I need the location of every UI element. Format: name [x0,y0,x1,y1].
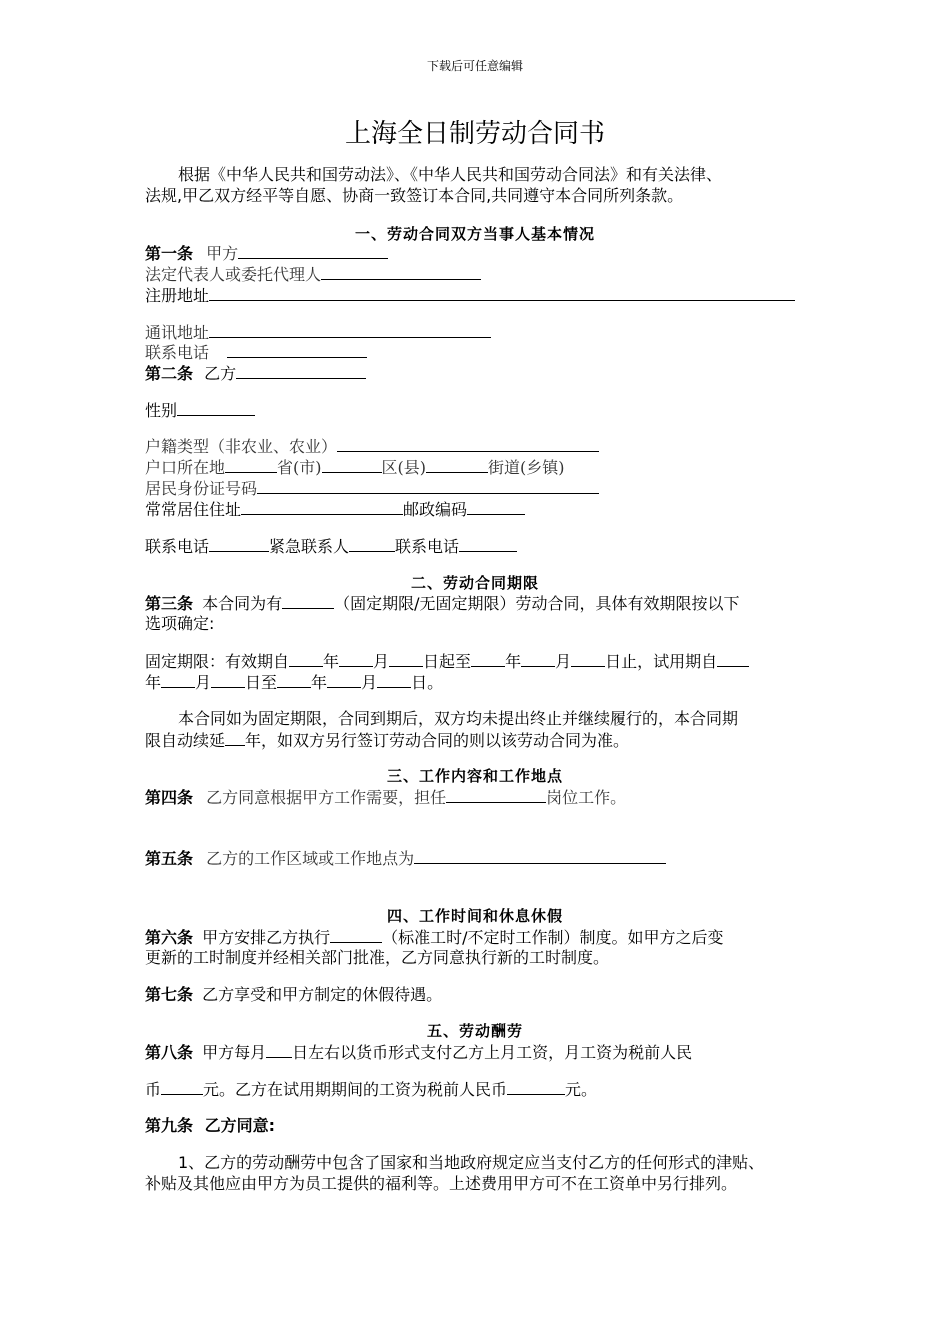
province-blank[interactable] [225,457,277,473]
from-year-blank[interactable] [289,651,323,667]
art3-line-2: 选项确定: [145,614,215,633]
intro-line-1: 根据《中华人民共和国劳动法》、《中华人民共和国劳动合同法》和有关法律、 [178,165,723,184]
fixed-label: 固定期限：有效期自 [145,652,290,671]
art2-residence [145,499,525,520]
renew-years-blank[interactable] [225,730,245,746]
art9-title: 乙方同意: [204,1116,275,1135]
art9-item1-line-1: 1、乙方的劳动酬劳中包含了国家和当地政府规定应当支付乙方的任何形式的津贴、 [178,1153,765,1172]
work-location-blank[interactable] [414,848,666,864]
m2: 月 [555,652,572,671]
to-day-blank[interactable] [571,651,605,667]
position-blank[interactable] [446,787,546,803]
art8-text2b: 元。乙方在试用期期间的工资为税前人民币 [203,1080,508,1099]
art7-text: 乙方享受和甲方制定的休假待遇。 [202,985,443,1004]
gender-blank[interactable] [177,400,255,416]
renew-text-a: 限自动续延 [145,731,226,750]
art3-label: 第三条 [145,594,194,613]
art2-gender [145,400,255,421]
party-b-blank[interactable] [236,363,366,379]
art1-legal-rep [145,264,481,285]
phone-a-blank[interactable] [227,342,367,358]
term-type-blank[interactable] [282,593,334,609]
art9-line [145,1116,275,1136]
art2-id [145,478,599,499]
m3: 月 [195,673,212,692]
id-label: 居民身份证号码 [145,479,258,498]
legal-rep-blank[interactable] [321,264,481,280]
art6-line-2: 更新的工时制度并经相关部门批准，乙方同意执行新的工时制度。 [145,948,610,967]
to-year-blank[interactable] [471,651,505,667]
y4: 年 [311,673,328,692]
art3-renew-line-1: 本合同如为固定期限，合同到期后，双方均未提出终止并继续履行的，本合同期 [178,709,739,728]
y3: 年 [145,673,162,692]
reg-addr-label: 注册地址 [145,286,210,305]
reg-addr-blank[interactable] [209,285,795,301]
pay-day-blank[interactable] [266,1042,292,1058]
art2-hukou-type [145,436,599,457]
end-label: 日。 [411,673,444,692]
postcode-label: 邮政编码 [403,500,468,519]
art5-label: 第五条 [145,849,194,868]
trial-to-day-blank[interactable] [377,672,411,688]
residence-blank[interactable] [241,499,403,515]
art1-label: 第一条 [145,244,194,263]
phone-b-blank[interactable] [209,536,269,552]
intro-line-2: 法规,甲乙双方经平等自愿、协商一致签订本合同,共同遵守本合同所列条款。 [145,186,684,205]
district-blank[interactable] [322,457,382,473]
trial-to-year-blank[interactable] [277,672,311,688]
mail-addr-label: 通讯地址 [145,323,210,342]
art9-item1-line-2: 补贴及其他应由甲方为员工提供的福利等。上述费用甲方可不在工资单中另行排列。 [145,1174,738,1193]
art7-label: 第七条 [145,985,194,1004]
hukou-loc-label: 户口所在地 [145,458,226,477]
salary-blank[interactable] [161,1079,203,1095]
party-a-label: 甲方 [206,244,239,263]
art4-text-a: 乙方同意根据甲方工作需要，担任 [206,788,447,807]
art8-line-1 [145,1042,692,1063]
art3-text-a: 本合同为有 [202,594,283,613]
street-label: 街道(乡镇) [488,458,565,477]
art4-label: 第四条 [145,788,194,807]
from-month-blank[interactable] [339,651,373,667]
mail-addr-blank[interactable] [209,322,491,338]
trial-to-month-blank[interactable] [327,672,361,688]
to-label: 日至 [245,673,278,692]
art7-line [145,985,442,1005]
art1-reg-addr [145,285,795,306]
art8-line-2 [145,1079,597,1100]
section-heading-4: 四、工作时间和休息休假 [386,907,563,925]
trial-from-day-blank[interactable] [211,672,245,688]
art8-text-a: 甲方每月 [202,1043,267,1062]
emergency-blank[interactable] [349,536,395,552]
section-heading-3: 三、工作内容和工作地点 [386,767,563,785]
art6-text-a: 甲方安排乙方执行 [202,928,331,947]
art6-line-1 [145,927,724,948]
renew-text-b: 年，如双方另行签订劳动合同的则以该劳动合同为准。 [245,731,630,750]
legal-rep-label: 法定代表人或委托代理人 [145,265,322,284]
y2: 年 [505,652,522,671]
phone-b2-blank[interactable] [459,536,517,552]
from-day-blank[interactable] [389,651,423,667]
district-label: 区(县) [381,458,427,477]
m4: 月 [361,673,378,692]
art5-text: 乙方的工作区域或工作地点为 [206,849,415,868]
party-b-label: 乙方 [204,364,237,383]
gender-label: 性别 [145,401,178,420]
art4-line [145,787,626,808]
party-a-blank[interactable] [238,243,388,259]
phone-b-label: 联系电话 [145,537,210,556]
art6-label: 第六条 [145,928,194,947]
art5-line [145,848,666,869]
m1: 月 [373,652,390,671]
art8-label: 第八条 [145,1043,194,1062]
id-blank[interactable] [257,478,599,494]
residence-label: 常常居住住址 [145,500,242,519]
page-title: 上海全日制劳动合同书 [344,119,605,149]
art2-label: 第二条 [145,364,194,383]
y1: 年 [323,652,340,671]
art8-text-b: 日左右以货币形式支付乙方上月工资，月工资为税前人民 [292,1043,693,1062]
art8-text2a: 币 [145,1080,162,1099]
street-blank[interactable] [426,457,488,473]
art2-party-b [145,363,366,384]
section-heading-2: 二、劳动合同期限 [410,574,539,592]
art1-phone [145,342,367,363]
art3-renew-line-2 [145,730,629,751]
art3-line-1 [145,593,740,614]
emergency-label: 紧急联系人 [269,537,350,556]
postcode-blank[interactable] [467,499,525,515]
work-system-blank[interactable] [330,927,382,943]
art3-text-b: （固定期限/无固定期限）劳动合同，具体有效期限按以下 [334,594,740,613]
trial-from-month-blank[interactable] [161,672,195,688]
hukou-type-blank[interactable] [337,436,599,452]
day-from-label: 日起至 [423,652,472,671]
art2-hukou-loc [145,457,565,478]
hukou-type-label: 户籍类型（非农业、农业） [145,437,338,456]
phone-b2-label: 联系电话 [395,537,460,556]
art1-party-a [145,243,388,264]
art3-fixed-line-2 [145,672,443,693]
art1-mail-addr [145,322,491,343]
trial-salary-blank[interactable] [507,1079,565,1095]
art2-contacts [145,536,517,557]
art8-text2c: 元。 [565,1080,598,1099]
header-note: 下载后可任意编辑 [426,59,523,73]
art9-label: 第九条 [145,1116,194,1135]
art3-fixed-line-1 [145,651,749,672]
trial-from-year-blank[interactable] [717,651,749,667]
province-label: 省(市) [277,458,322,477]
day-end-label: 日止，试用期自 [605,652,718,671]
art4-text-b: 岗位工作。 [546,788,627,807]
section-heading-5: 五、劳动酬劳 [426,1022,523,1040]
section-heading-1: 一、劳动合同双方当事人基本情况 [354,225,595,243]
to-month-blank[interactable] [521,651,555,667]
phone-a-label: 联系电话 [145,343,210,362]
art6-text-b: （标准工时/不定时工作制）制度。如甲方之后变 [382,928,724,947]
